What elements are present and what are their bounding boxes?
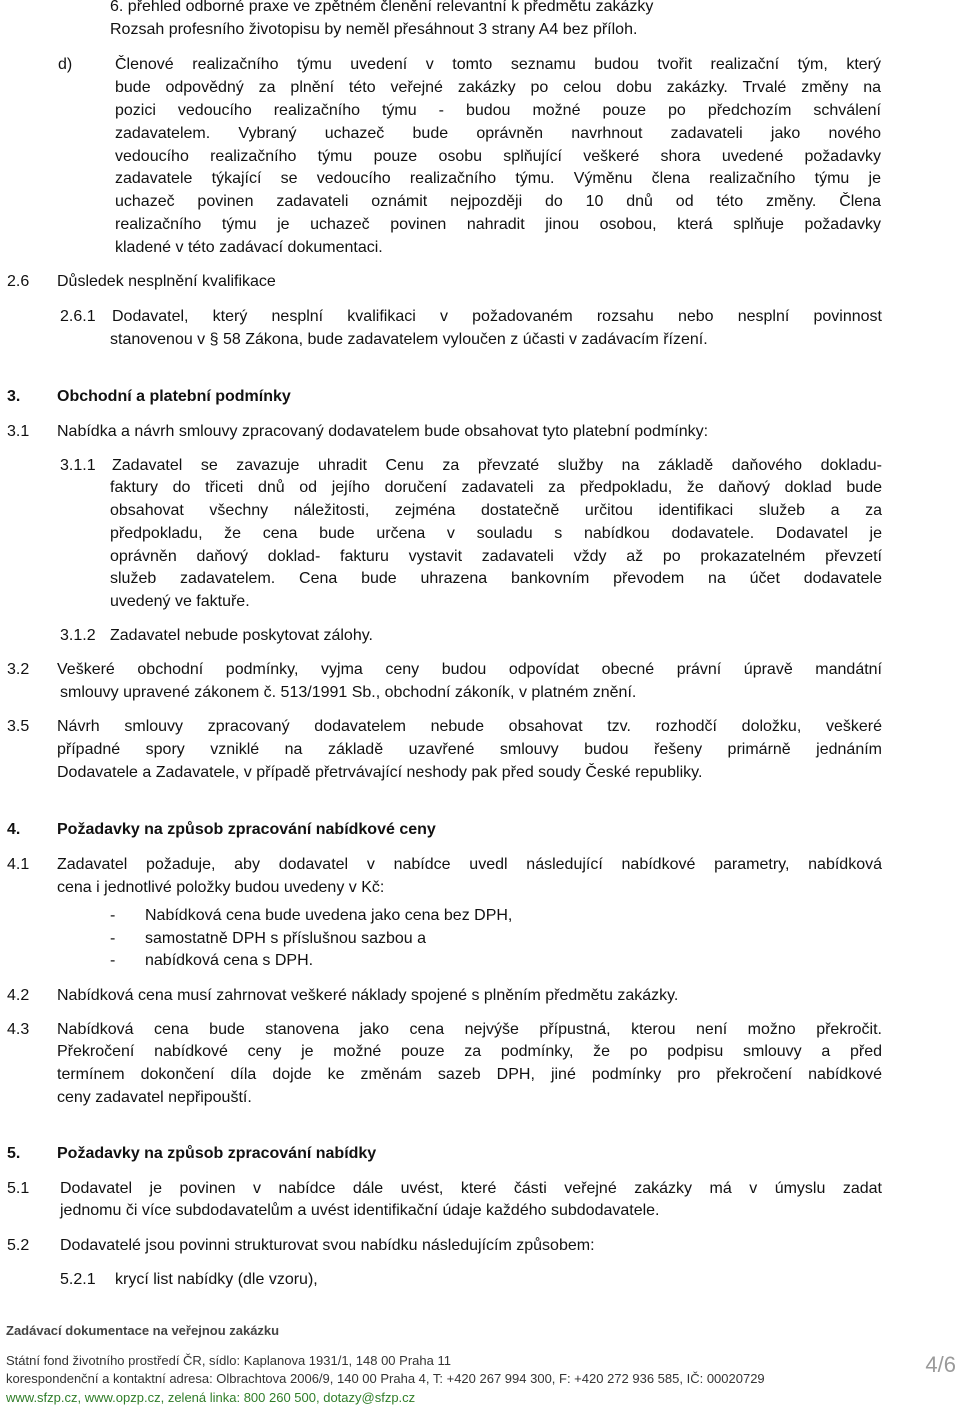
footer-web-links: www.sfzp.cz, www.opzp.cz, zelená linka: 800 260 500, dotazy@sfzp.cz xyxy=(6,1390,416,1405)
chapter-heading: Požadavky na způsob zpracování nabídkové ceny xyxy=(57,821,436,838)
paragraph-line: Dodavatel, který nesplní kvalifikaci v požadovaném rozsahu nebo nesplní povinnost xyxy=(112,308,882,325)
footer-address: Státní fond životního prostředí ČR, sídlo: Kaplanova 1931/1, 148 00 Praha 11 xyxy=(6,1353,451,1368)
section-number: 4.3 xyxy=(7,1021,30,1038)
paragraph-line: Dodavatelé jsou povinni strukturovat svou nabídku následujícím způsobem: xyxy=(60,1237,595,1254)
chapter-heading: Obchodní a platební podmínky xyxy=(57,388,291,405)
item-label: 5.2.1 xyxy=(60,1271,96,1288)
section-number: 4.2 xyxy=(7,987,30,1004)
item-label: 2.6.1 xyxy=(60,308,96,325)
paragraph-line: stanovenou v § 58 Zákona, bude zadavatelem vyloučen z účasti v zadávacím řízení. xyxy=(110,331,708,348)
chapter-number: 5. xyxy=(7,1145,21,1162)
paragraph-line: uchazeč povinen zadavateli oznámit nejpozději do 10 dnů od této změny. Člena xyxy=(115,193,881,210)
section-number: 3.1 xyxy=(7,423,30,440)
footer-contact: korespondenční a kontaktní adresa: Olbrachtova 2006/9, 140 00 Praha 4, T: +420 267 994 300, F: +420 272 936 585, IČ: 00020729 xyxy=(6,1371,765,1386)
paragraph-line: předpokladu, že cena bude určena v souladu s nabídkou dodavatele. Dodavatel je xyxy=(110,525,882,542)
list-item: 6. přehled odborné praxe ve zpětném členění relevantní k předmětu zakázky xyxy=(110,0,654,15)
item-label: 3.1.1 xyxy=(60,457,96,474)
paragraph-line: případné spory vzniklé na základě uzavřené smlouvy budou řešeny primárně jednáním xyxy=(57,741,882,758)
paragraph-line: Dodavatel je povinen v nabídce dále uvést, které části veřejné zakázky má v úmyslu zadat xyxy=(60,1180,882,1197)
paragraph-line: Členové realizačního týmu uvedení v tomto seznamu budou tvořit realizační tým, který xyxy=(115,56,881,73)
paragraph-line: bude odpovědný za plnění této veřejné zakázky po celou dobu zakázky. Trvalé změny na xyxy=(115,79,881,96)
bullet-dash: - xyxy=(110,930,116,947)
list-item: krycí list nabídky (dle vzoru), xyxy=(115,1271,318,1288)
paragraph-line: Nabídka a návrh smlouvy zpracovaný dodavatelem bude obsahovat tyto platební podmínky: xyxy=(57,423,709,440)
paragraph-line: cena i jednotlivé položky budou uvedeny v Kč: xyxy=(57,879,385,896)
section-number: 5.2 xyxy=(7,1237,30,1254)
paragraph-line: faktury do třiceti dnů od jejího doručení zadavateli za předpokladu, že daňový doklad bude xyxy=(110,479,882,496)
section-number: 3.5 xyxy=(7,718,30,735)
list-item: Nabídková cena bude uvedena jako cena bez DPH, xyxy=(145,907,513,924)
paragraph-line: ceny zadavatel nepřipouští. xyxy=(57,1089,252,1106)
paragraph: Rozsah profesního životopisu by neměl přesáhnout 3 strany A4 bez příloh. xyxy=(110,21,638,38)
paragraph-line: kladené v této zadávací dokumentaci. xyxy=(115,239,383,256)
paragraph-line: Překročení nabídkové ceny je možné pouze za podmínky, že po podpisu smlouvy a před xyxy=(57,1043,882,1060)
paragraph-line: Nabídková cena musí zahrnovat veškeré náklady spojené s plněním předmětu zakázky. xyxy=(57,987,679,1004)
paragraph-line: Zadavatel nebude poskytovat zálohy. xyxy=(110,627,373,644)
paragraph-line: uvedený ve faktuře. xyxy=(110,593,250,610)
page-number: 4/6 xyxy=(925,1352,956,1377)
paragraph-line: Nabídková cena bude stanovena jako cena nejvýše přípustná, kterou není možno překročit. xyxy=(57,1021,882,1038)
paragraph-line: služeb zadavatelem. Cena bude uhrazena bankovním převodem na účet dodavatele xyxy=(110,570,882,587)
chapter-number: 3. xyxy=(7,388,21,405)
bullet-dash: - xyxy=(110,907,116,924)
paragraph-line: pozici vedoucího realizačního týmu - budou možné pouze po předchozím schválení xyxy=(115,102,881,119)
bullet-dash: - xyxy=(110,952,116,969)
item-label: d) xyxy=(58,56,73,73)
section-number: 5.1 xyxy=(7,1180,30,1197)
paragraph-line: zadavatelem. Vybraný uchazeč bude oprávněn navrhnout zadavateli jako nového xyxy=(115,125,881,142)
paragraph-line: smlouvy upravené zákonem č. 513/1991 Sb., obchodní zákoník, v platném znění. xyxy=(60,684,637,701)
paragraph-line: Veškeré obchodní podmínky, vyjma ceny budou odpovídat obecné právní úpravě mandátní xyxy=(57,661,882,678)
paragraph-line: vedoucího realizačního týmu pouze osobu splňující veškeré shora uvedené požadavky xyxy=(115,148,881,165)
paragraph-line: Zadavatel se zavazuje uhradit Cenu za převzaté služby na základě daňového dokladu- xyxy=(112,457,882,474)
paragraph-line: termínem dokončení díla dojde ke změnám sazeb DPH, jiné podmínky pro překročení nabídkové xyxy=(57,1066,882,1083)
paragraph-line: Dodavatele a Zadavatele, v případě přetrvávající neshody pak před soudy České republiky. xyxy=(57,764,703,781)
section-heading: Důsledek nesplnění kvalifikace xyxy=(57,273,276,290)
paragraph-line: obsahovat všechny náležitosti, zejména dostatečně určitou identifikaci služeb a za xyxy=(110,502,882,519)
paragraph-line: jednomu či více subdodavatelům a uvést identifikační údaje každého subdodavatele. xyxy=(60,1202,660,1219)
chapter-heading: Požadavky na způsob zpracování nabídky xyxy=(57,1145,377,1162)
section-number: 4.1 xyxy=(7,856,30,873)
paragraph-line: realizačního týmu je uchazeč povinen nahradit jinou osobou, která splňuje požadavky xyxy=(115,216,881,233)
paragraph-line: oprávněn daňový doklad- fakturu vystavit zadavateli vždy až po prokazatelném převzetí xyxy=(110,548,882,565)
paragraph-line: Zadavatel požaduje, aby dodavatel v nabídce uvedl následující nabídkové parametry, nabídková xyxy=(57,856,882,873)
item-label: 3.1.2 xyxy=(60,627,96,644)
list-item: samostatně DPH s příslušnou sazbou a xyxy=(145,930,427,947)
paragraph-line: Návrh smlouvy zpracovaný dodavatelem nebude obsahovat tzv. rozhodčí doložku, veškeré xyxy=(57,718,882,735)
list-item: nabídková cena s DPH. xyxy=(145,952,314,969)
section-number: 3.2 xyxy=(7,661,30,678)
footer-title: Zadávací dokumentace na veřejnou zakázku xyxy=(6,1323,280,1338)
section-number: 2.6 xyxy=(7,273,30,290)
chapter-number: 4. xyxy=(7,821,21,838)
paragraph-line: zadavatele týkající se vedoucího realizačního týmu. Výměnu člena realizačního týmu je xyxy=(115,170,881,187)
